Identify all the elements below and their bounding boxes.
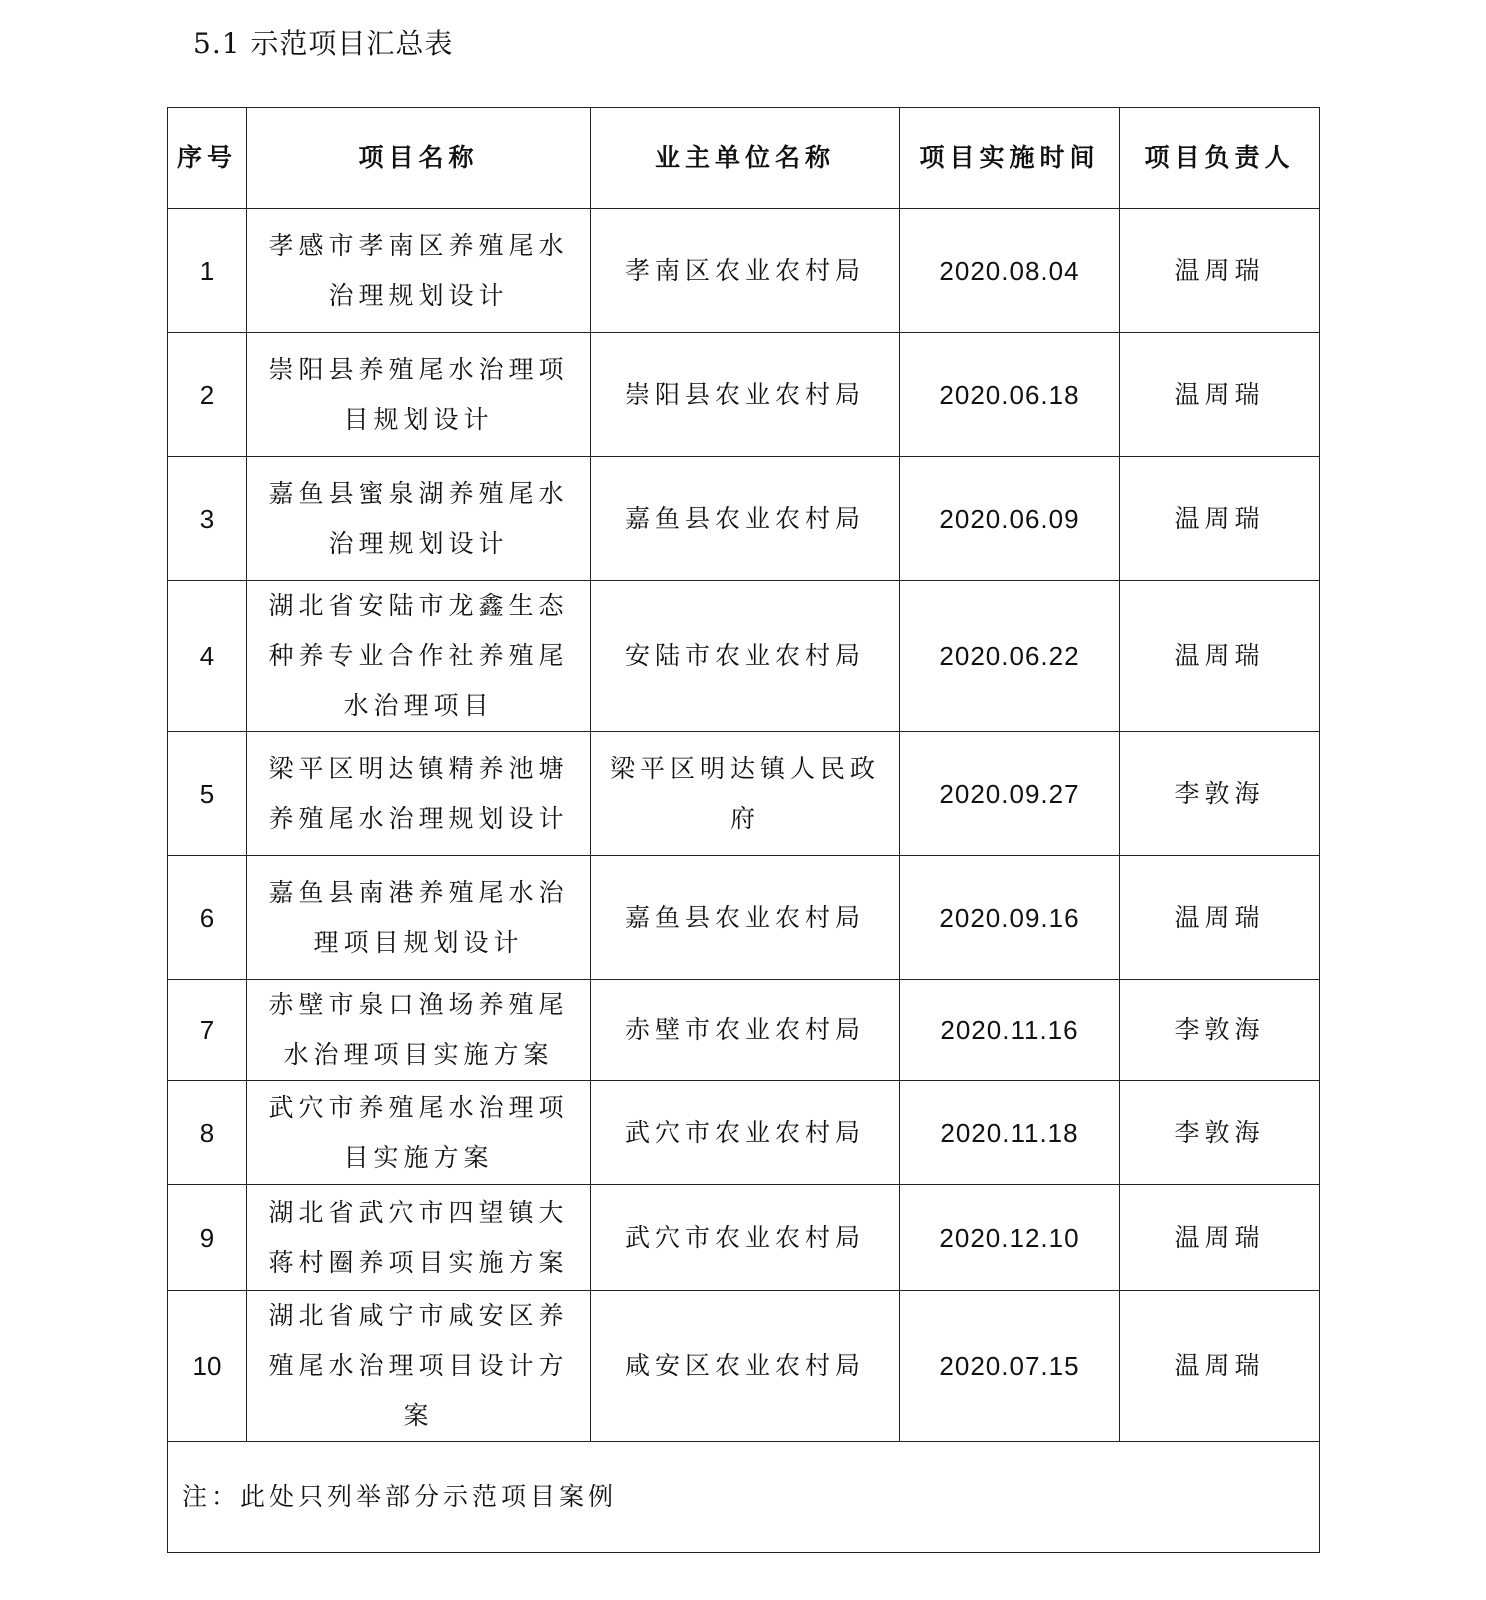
cell-project-lead: 温周瑞 — [1120, 856, 1320, 980]
cell-implementation-date: 2020.09.27 — [900, 732, 1120, 856]
table-row — [168, 1291, 1320, 1442]
cell-project-no: 4 — [168, 581, 247, 732]
cell-project-lead: 温周瑞 — [1120, 457, 1320, 581]
cell-project-name: 赤壁市泉口渔场养殖尾水治理项目实施方案 — [247, 980, 591, 1081]
cell-implementation-date: 2020.07.15 — [900, 1291, 1120, 1442]
cell-project-lead: 温周瑞 — [1120, 1291, 1320, 1442]
cell-project-name: 嘉鱼县南港养殖尾水治理项目规划设计 — [247, 856, 591, 980]
cell-project-name: 湖北省安陆市龙鑫生态种养专业合作社养殖尾水治理项目 — [247, 581, 591, 732]
cell-implementation-date: 2020.11.18 — [900, 1081, 1120, 1185]
table-header-row — [168, 108, 1320, 209]
cell-project-lead: 温周瑞 — [1120, 581, 1320, 732]
cell-project-name: 孝感市孝南区养殖尾水治理规划设计 — [247, 209, 591, 333]
cell-implementation-date: 2020.06.22 — [900, 581, 1120, 732]
cell-project-no: 10 — [168, 1291, 247, 1442]
cell-project-no: 7 — [168, 980, 247, 1081]
cell-implementation-date: 2020.08.04 — [900, 209, 1120, 333]
cell-project-name: 嘉鱼县蜜泉湖养殖尾水治理规划设计 — [247, 457, 591, 581]
cell-project-name: 武穴市养殖尾水治理项目实施方案 — [247, 1081, 591, 1185]
header-project-name: 项目名称 — [247, 108, 591, 209]
cell-project-name: 湖北省武穴市四望镇大蒋村圈养项目实施方案 — [247, 1185, 591, 1291]
cell-project-no: 3 — [168, 457, 247, 581]
cell-implementation-date: 2020.09.16 — [900, 856, 1120, 980]
cell-project-no: 5 — [168, 732, 247, 856]
cell-project-lead: 李敦海 — [1120, 1081, 1320, 1185]
cell-implementation-date: 2020.11.16 — [900, 980, 1120, 1081]
cell-owner-unit: 咸安区农业农村局 — [591, 1291, 900, 1442]
cell-project-name: 崇阳县养殖尾水治理项目规划设计 — [247, 333, 591, 457]
cell-owner-unit: 梁平区明达镇人民政府 — [591, 732, 900, 856]
cell-project-lead: 李敦海 — [1120, 732, 1320, 856]
section-title: 5.1 示范项目汇总表 — [193, 27, 454, 60]
cell-project-lead: 温周瑞 — [1120, 333, 1320, 457]
table-body — [168, 209, 1320, 1442]
cell-owner-unit: 嘉鱼县农业农村局 — [591, 457, 900, 581]
table-row — [168, 581, 1320, 732]
table-row — [168, 732, 1320, 856]
cell-implementation-date: 2020.12.10 — [900, 1185, 1120, 1291]
cell-owner-unit: 武穴市农业农村局 — [591, 1081, 900, 1185]
cell-project-lead: 李敦海 — [1120, 980, 1320, 1081]
header-implementation-date: 项目实施时间 — [900, 108, 1120, 209]
cell-project-lead: 温周瑞 — [1120, 1185, 1320, 1291]
cell-owner-unit: 嘉鱼县农业农村局 — [591, 856, 900, 980]
cell-owner-unit: 孝南区农业农村局 — [591, 209, 900, 333]
table-row — [168, 1081, 1320, 1185]
table-row — [168, 980, 1320, 1081]
table-row — [168, 1185, 1320, 1291]
cell-project-no: 1 — [168, 209, 247, 333]
cell-implementation-date: 2020.06.09 — [900, 457, 1120, 581]
cell-owner-unit: 安陆市农业农村局 — [591, 581, 900, 732]
cell-project-no: 6 — [168, 856, 247, 980]
cell-project-no: 2 — [168, 333, 247, 457]
table-note-row — [168, 1442, 1320, 1553]
cell-project-name: 湖北省咸宁市咸安区养殖尾水治理项目设计方案 — [247, 1291, 591, 1442]
cell-project-lead: 温周瑞 — [1120, 209, 1320, 333]
table-row — [168, 457, 1320, 581]
header-no: 序号 — [168, 108, 247, 209]
cell-project-no: 8 — [168, 1081, 247, 1185]
cell-implementation-date: 2020.06.18 — [900, 333, 1120, 457]
cell-project-no: 9 — [168, 1185, 247, 1291]
header-owner-unit: 业主单位名称 — [591, 108, 900, 209]
cell-project-name: 梁平区明达镇精养池塘养殖尾水治理规划设计 — [247, 732, 591, 856]
cell-owner-unit: 赤壁市农业农村局 — [591, 980, 900, 1081]
header-project-lead: 项目负责人 — [1120, 108, 1320, 209]
project-summary-table — [167, 107, 1320, 1553]
cell-owner-unit: 崇阳县农业农村局 — [591, 333, 900, 457]
table-row — [168, 856, 1320, 980]
table-note: 注：此处只列举部分示范项目案例 — [168, 1442, 1320, 1553]
cell-owner-unit: 武穴市农业农村局 — [591, 1185, 900, 1291]
table-row — [168, 333, 1320, 457]
table-row — [168, 209, 1320, 333]
